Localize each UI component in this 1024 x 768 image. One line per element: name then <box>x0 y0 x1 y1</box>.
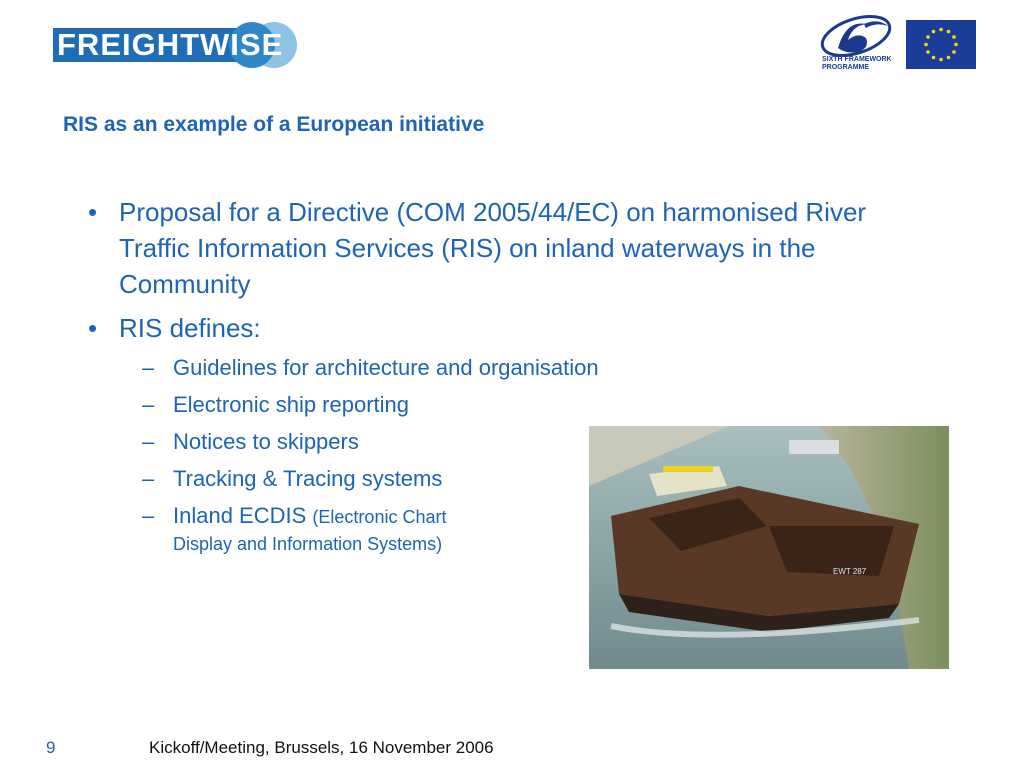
slide-title: RIS as an example of a European initiative <box>63 113 485 136</box>
dash-symbol: – <box>142 392 155 417</box>
sub-bullet-text: Guidelines for architecture and organisation <box>173 355 599 380</box>
eu-star <box>947 30 951 34</box>
programme-label-line1: SIXTH FRAMEWORK <box>822 56 892 63</box>
freightwise-logo <box>53 20 293 70</box>
bullet-item <box>88 310 908 346</box>
footer-text: Kickoff/Meeting, Brussels, 16 November 2006 <box>149 738 494 757</box>
bullet-symbol: • <box>88 197 98 227</box>
eu-star <box>926 35 930 39</box>
programme-label-line2: PROGRAMME <box>822 64 870 71</box>
eu-star <box>954 43 958 47</box>
bullet-symbol: • <box>88 313 98 343</box>
bullet-text: RIS defines: <box>119 313 261 343</box>
eu-star <box>926 50 930 54</box>
programme-label <box>822 56 902 72</box>
cabin-roof <box>663 466 713 472</box>
eu-star <box>939 58 943 62</box>
eu-star <box>952 35 956 39</box>
dash-symbol: – <box>142 466 155 491</box>
bullet-text: Proposal for a Directive (COM 2005/44/EC) on harmonised River Traffic Information Services (RIS) on inland waterways in the Community <box>119 197 867 299</box>
sub-bullet-note-line2: Display and Information Systems) <box>173 534 443 554</box>
distant-boat <box>789 440 839 454</box>
dash-symbol: – <box>142 503 155 528</box>
sub-bullet-note-line1: (Electronic Chart <box>312 507 447 527</box>
barge-label: EWT 287 <box>833 567 867 576</box>
sub-bullet-text: Tracking & Tracing systems <box>173 466 443 491</box>
sub-bullet-text: Electronic ship reporting <box>173 392 410 417</box>
dash-symbol: – <box>142 429 155 454</box>
eu-star <box>952 50 956 54</box>
sub-bullet-text: Inland ECDIS <box>173 503 307 528</box>
logo-text: FREIGHTWISE <box>57 27 284 62</box>
eu-star <box>924 43 928 47</box>
barge-photo <box>589 426 949 669</box>
eu-star <box>947 56 951 60</box>
sub-bullet-text: Notices to skippers <box>173 429 359 454</box>
eu-star <box>932 56 936 60</box>
eu-star <box>932 30 936 34</box>
sub-bullet-item <box>88 354 908 381</box>
dash-symbol: – <box>142 355 155 380</box>
eu-flag-icon <box>906 20 976 69</box>
barge-hold-2 <box>769 526 894 576</box>
eu-star <box>939 28 943 32</box>
sub-bullet-item <box>88 391 908 418</box>
page-number: 9 <box>46 738 56 757</box>
bullet-item <box>88 194 908 302</box>
